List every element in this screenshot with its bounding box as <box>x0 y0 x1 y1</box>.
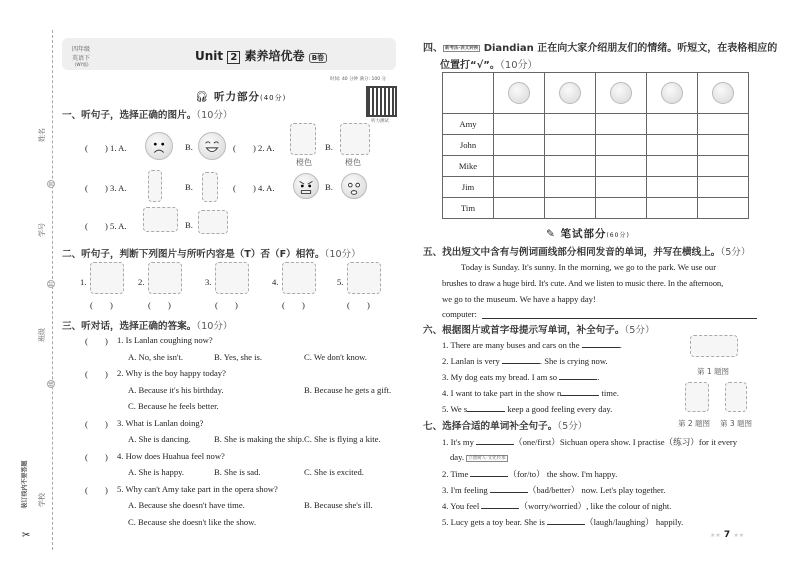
check-cell[interactable] <box>647 177 698 198</box>
answer-blank[interactable] <box>467 404 505 412</box>
s3-points: （10分） <box>196 321 233 332</box>
s6-text: 3. My dog eats my bread. I am so <box>442 372 560 382</box>
answer-blank[interactable] <box>559 372 600 382</box>
s6-text: . <box>597 372 600 382</box>
answer-paren[interactable]: ( ) <box>347 300 370 310</box>
answer-paren[interactable]: ( ) <box>85 418 108 429</box>
section-3-title <box>62 318 233 332</box>
s7-text: （for/to） the show. I'm happy. <box>508 469 618 479</box>
option-c: C. Because he feels better. <box>128 401 219 411</box>
emotion-cell <box>698 73 749 114</box>
check-cell[interactable] <box>494 177 545 198</box>
check-cell[interactable] <box>494 135 545 156</box>
s6-text: keep a good feeling every day. <box>505 404 613 414</box>
s2-number: 5. <box>337 277 344 287</box>
table-row <box>443 156 749 177</box>
s6-text: 5. We s <box>442 404 468 414</box>
s7-text: 1. It's my <box>442 437 477 447</box>
s2-picture <box>215 262 249 294</box>
option-b: B. Because she's ill. <box>304 500 373 510</box>
option-c: C. Because she doesn't like the show. <box>128 516 256 527</box>
section-4-title-line2 <box>440 56 538 71</box>
writing-label: 笔试部分 <box>560 228 607 240</box>
computer-answer-input[interactable] <box>482 318 757 319</box>
s6-text: 4. I want to take part in the show n <box>442 388 562 398</box>
s7-text: 4. You feel <box>442 501 482 511</box>
table-row <box>443 135 749 156</box>
check-cell[interactable] <box>647 135 698 156</box>
angry-boy-image <box>725 382 747 412</box>
check-cell[interactable] <box>494 114 545 135</box>
check-cell[interactable] <box>698 135 749 156</box>
seal-mark: 线 <box>49 381 55 387</box>
option-c: C. She is excited. <box>304 467 364 477</box>
option-b: B. Because he gets a gift. <box>304 384 392 395</box>
crying-girl-image <box>685 382 709 412</box>
name-cell: Tim <box>443 198 494 219</box>
s2-points: （10分） <box>324 249 361 260</box>
s1-title: 一、听句子，选择正确的图片。 <box>62 110 197 121</box>
listening-points: (40分) <box>260 94 287 102</box>
name-cell: John <box>443 135 494 156</box>
section-2-title <box>62 246 361 260</box>
check-cell[interactable] <box>698 156 749 177</box>
check-cell[interactable] <box>647 156 698 177</box>
s6-item <box>442 340 622 350</box>
passage-line: Today is Sunday. It's sunny. In the morning, we go to the park. We use our <box>461 262 717 272</box>
caption-3: 第 3 题图 <box>720 419 753 428</box>
s1-item: ( ) 3. A. <box>85 183 127 193</box>
s6-item <box>442 372 599 382</box>
passage-line: we go to the museum. We have a happy day! <box>442 294 596 304</box>
emotion-face-icon <box>661 82 683 104</box>
s5-points: （5分） <box>720 247 751 258</box>
s2-number: 2. <box>138 277 145 287</box>
listening-label: 听力部分 <box>214 91 260 103</box>
s7-text: （one/first）Sichuan opera show. I practise（练习）for it every <box>514 437 738 447</box>
check-cell[interactable] <box>494 198 545 219</box>
option-a: A. Because she doesn't have time. <box>128 500 245 510</box>
answer-paren[interactable]: ( ) <box>85 336 108 346</box>
stars-icon: ★★ <box>733 532 745 539</box>
unit-number: 2 <box>227 51 240 64</box>
s1-b: B. <box>185 182 193 192</box>
caption-2: 第 2 题图 <box>678 419 711 428</box>
section-6-title <box>423 322 655 336</box>
check-cell[interactable] <box>698 114 749 135</box>
color-caption: 橙色 <box>345 158 361 167</box>
s1-item: ( ) 1. A. <box>85 143 127 153</box>
boy-jumping-image <box>202 172 218 202</box>
day-text <box>450 452 508 462</box>
s5-title: 五、找出短文中含有与例词画线部分相同发音的单词，并写在横线上。 <box>423 247 721 258</box>
edition: (WY版) <box>75 62 89 67</box>
option-a: A. She is dancing. <box>128 434 191 444</box>
emotion-face-icon <box>559 82 581 104</box>
s6-title: 六、根据图片或首字母提示写单词，补全句子。 <box>423 325 625 336</box>
s4-points: （10分） <box>499 60 538 71</box>
check-cell[interactable] <box>545 156 596 177</box>
table-header-row <box>443 73 749 114</box>
s7-item <box>442 484 665 496</box>
grade: 四年级 <box>72 46 91 53</box>
s7-text: （bad/better） now. Let's play together. <box>527 485 666 495</box>
page-number <box>710 530 744 540</box>
check-cell[interactable] <box>596 156 647 177</box>
emotion-cell <box>545 73 596 114</box>
check-cell[interactable] <box>545 114 596 135</box>
qr-code[interactable] <box>368 88 395 115</box>
s1-b: B. <box>325 142 333 152</box>
check-cell[interactable] <box>647 114 698 135</box>
option-c: C. We don't know. <box>304 351 367 362</box>
answer-blank[interactable] <box>470 469 508 477</box>
s7-text: （worry/worried）, like the colour of night. <box>519 501 672 511</box>
s2-picture <box>347 262 381 294</box>
happy-face-image <box>198 132 226 160</box>
scissors-icon: ✂ <box>22 530 31 541</box>
seal-mark: 封 <box>49 281 55 287</box>
answer-blank[interactable] <box>481 501 519 509</box>
s1-item: ( ) 5. A. <box>85 221 127 231</box>
option-a: A. Because it's his birthday. <box>128 384 224 395</box>
option-b: B. She is sad. <box>214 467 261 477</box>
student-id-label: 学号 <box>38 223 46 237</box>
check-cell[interactable] <box>545 177 596 198</box>
answer-blank[interactable] <box>561 388 599 396</box>
s1-points: （10分） <box>196 110 233 121</box>
check-cell[interactable] <box>596 177 647 198</box>
check-cell[interactable] <box>596 114 647 135</box>
pencil-icon: ✎ <box>546 228 556 240</box>
angry-face-image <box>293 173 319 199</box>
school-label: 学校 <box>38 493 46 507</box>
s7-text: （laugh/laughing） happily. <box>585 517 684 527</box>
boy-image <box>148 170 162 202</box>
question: 1. Is Lanlan coughing now? <box>117 335 213 345</box>
section-7-title <box>423 418 587 432</box>
header-blank-cell <box>443 73 494 114</box>
writing-title <box>546 226 630 241</box>
caption-1: 第 1 题图 <box>697 367 730 376</box>
question: 5. Why can't Amy take part in the opera show? <box>117 483 278 494</box>
emotion-face-icon <box>712 82 734 104</box>
class-label: 班级 <box>38 328 46 342</box>
writing-points: (60分) <box>606 232 630 239</box>
option-b: B. She is making the ship. <box>214 434 304 444</box>
paper-badge: B卷 <box>309 53 327 63</box>
time-score: 时间: 40 分钟 满分: 100 分 <box>330 77 386 82</box>
section-5-title <box>423 244 751 258</box>
binding-note: 装订线内不要答题 <box>21 460 29 509</box>
question: 4. How does Huahua feel now? <box>117 450 225 461</box>
answer-paren[interactable]: ( ) <box>85 451 108 462</box>
s7-item <box>442 468 617 480</box>
emotion-cell <box>596 73 647 114</box>
listening-title <box>195 89 286 104</box>
page-num: 7 <box>723 530 731 540</box>
s2-number: 1. <box>80 277 87 287</box>
opera-mask-image <box>340 123 370 155</box>
check-cell[interactable] <box>647 198 698 219</box>
s4-line2: 位置打“√”。 <box>440 60 500 71</box>
scared-face-image <box>341 173 367 199</box>
traffic-street-image <box>690 335 738 357</box>
table-row <box>443 198 749 219</box>
check-cell[interactable] <box>596 135 647 156</box>
name-cell: Amy <box>443 114 494 135</box>
sick-in-bed-image <box>143 207 178 232</box>
question: 2. Why is the boy happy today? <box>117 368 226 378</box>
passage-line: brushes to draw a huge bird. It's cute. And we listen to music there. In the afternoon, <box>442 278 724 288</box>
title-cn: 素养培优卷 <box>244 49 305 63</box>
s7-text: 2. Time <box>442 469 471 479</box>
page-title <box>195 47 327 64</box>
option-a: A. No, she isn't. <box>128 351 184 362</box>
check-cell[interactable] <box>698 177 749 198</box>
check-cell[interactable] <box>545 135 596 156</box>
s1-item: ( ) 4. A. <box>233 183 275 193</box>
s7-title: 七、选择合适的单词补全句子。 <box>423 421 558 432</box>
sad-face-image <box>145 132 173 160</box>
title-unit: Unit <box>195 49 224 63</box>
s6-text: . <box>619 340 622 350</box>
subject: 英语下 <box>72 55 91 62</box>
s6-text: . She is crying now. <box>539 356 608 366</box>
s1-b: B. <box>185 142 193 152</box>
name-label: 姓名 <box>38 128 46 142</box>
s7-points: （5分） <box>557 421 588 432</box>
s7-tag: 立德树人·文化传承 <box>468 456 506 462</box>
answer-paren[interactable]: ( ) <box>90 300 113 310</box>
s4-tag: 新考法·表文转换 <box>445 46 479 51</box>
s3-title: 三、听对话，选择正确的答案。 <box>62 321 197 332</box>
s2-picture <box>282 262 316 294</box>
answer-paren[interactable]: ( ) <box>148 300 171 310</box>
table-row <box>443 177 749 198</box>
question: 3. What is Lanlan doing? <box>117 417 204 428</box>
s6-text: 1. There are many buses and cars on the <box>442 340 582 350</box>
s6-text: 2. Lanlan is very <box>442 356 502 366</box>
s7-item <box>442 436 737 448</box>
name-cell: Mike <box>443 156 494 177</box>
s2-number: 4. <box>272 277 279 287</box>
s6-item <box>442 388 619 398</box>
answer-blank[interactable] <box>502 356 540 364</box>
binding-line <box>52 30 53 550</box>
s6-item <box>442 356 608 366</box>
answer-paren[interactable]: ( ) <box>85 369 108 379</box>
s2-picture <box>90 262 124 294</box>
check-cell[interactable] <box>698 198 749 219</box>
s1-b: B. <box>185 220 193 230</box>
computer-label: computer: <box>442 309 477 319</box>
opera-mask-image <box>290 123 316 155</box>
option-c: C. She is flying a kite. <box>304 434 381 444</box>
answer-paren[interactable]: ( ) <box>215 300 238 310</box>
answer-paren[interactable]: ( ) <box>85 484 108 495</box>
s1-b: B. <box>325 182 333 192</box>
emotion-face-icon <box>508 82 530 104</box>
answer-blank[interactable] <box>476 437 514 445</box>
emotion-table <box>442 72 749 219</box>
stars-icon: ★★ <box>710 532 721 539</box>
table-row <box>443 114 749 135</box>
answer-blank[interactable] <box>582 340 620 348</box>
s2-number: 3. <box>205 277 212 287</box>
check-cell[interactable] <box>545 198 596 219</box>
answer-blank[interactable] <box>490 485 528 493</box>
day-word: day. <box>450 452 464 462</box>
section-1-title <box>62 107 233 121</box>
s2-title: 二、听句子，判断下列图片与所听内容是（T）否（F）相符。 <box>62 249 325 260</box>
s1-item: ( ) 2. A. <box>233 143 275 153</box>
section-4-title <box>423 39 777 54</box>
s2-picture <box>148 262 182 294</box>
option-b: B. Yes, she is. <box>214 351 262 362</box>
s7-item <box>442 500 671 512</box>
s4-title: Diandian 正在向大家介绍朋友们的情绪。听短文，在表格相应的 <box>483 43 778 54</box>
emotion-cell <box>494 73 545 114</box>
emotion-cell <box>647 73 698 114</box>
s4-num: 四、 <box>423 43 443 54</box>
s6-text: time. <box>599 388 619 398</box>
check-cell[interactable] <box>494 156 545 177</box>
headphones-icon: 🎧︎ <box>195 91 210 103</box>
s6-points: （5分） <box>624 325 655 336</box>
s6-item <box>442 404 612 414</box>
option-a: A. She is happy. <box>128 467 185 477</box>
seal-mark: 密 <box>49 181 55 187</box>
answer-paren[interactable]: ( ) <box>282 300 305 310</box>
check-cell[interactable] <box>596 198 647 219</box>
answer-blank[interactable] <box>547 517 585 525</box>
name-cell: Jim <box>443 177 494 198</box>
s7-text: 3. I'm feeling <box>442 485 490 495</box>
color-caption: 橙色 <box>296 158 312 167</box>
qr-label: 听力测试 <box>371 119 389 124</box>
s7-text: 5. Lucy gets a toy bear. She is <box>442 517 548 527</box>
s7-item <box>442 516 683 528</box>
emotion-face-icon <box>610 82 632 104</box>
boy-thinking-image <box>198 210 228 234</box>
